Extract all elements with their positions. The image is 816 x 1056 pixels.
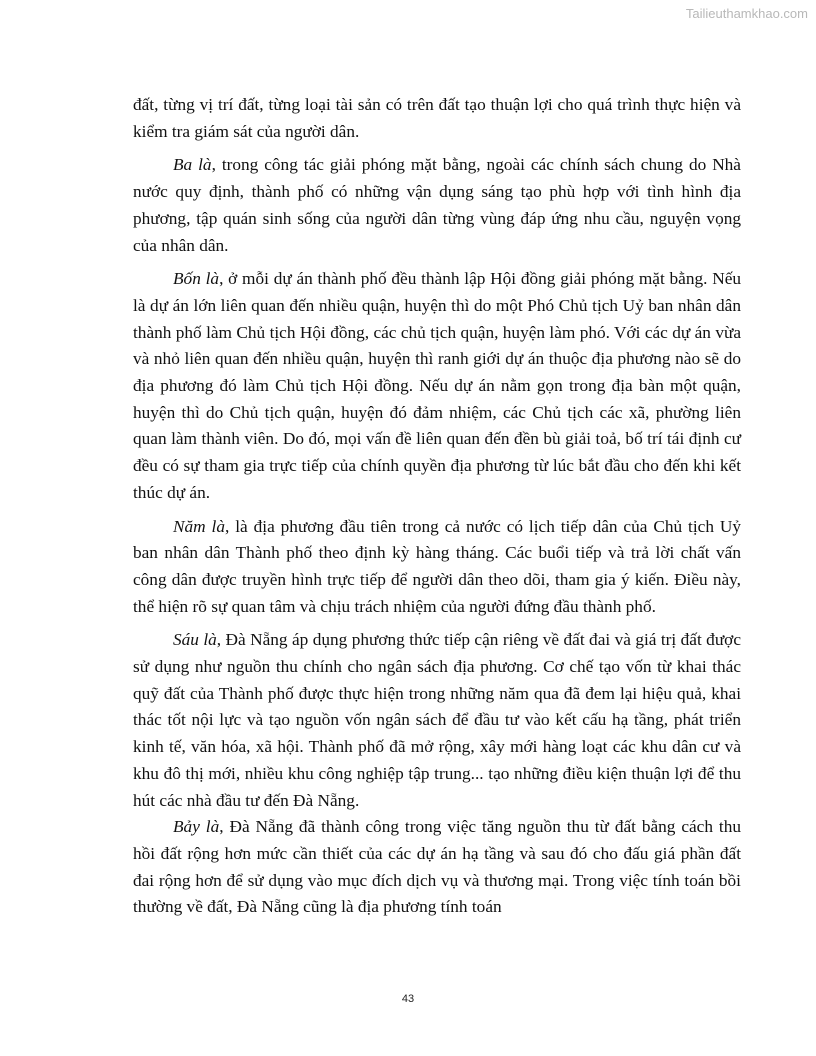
paragraph-text: , trong công tác giải phóng mặt bằng, ngoài các chính sách chung do Nhà nước quy định, thành phố có những vận dụng sáng tạo phù hợp với tình hình địa phương, tập quán sinh sống của người dân từng vùng đáp ứng nhu cầu, nguyện vọng của nhân dân. bbox=[133, 155, 741, 255]
document-body bbox=[133, 92, 741, 928]
paragraph-text: , Đà Nẵng áp dụng phương thức tiếp cận riêng về đất đai và giá trị đất được sử dụng như nguồn thu chính cho ngân sách địa phương. Cơ chế tạo vốn từ khai thác quỹ đất của Thành phố được thực hiện trong những năm qua đã đem lại hiệu quả, khai thác tốt nội lực và tạo nguồn vốn ngân sách để đầu tư vào kết cấu hạ tầng, phát triển kinh tế, văn hóa, xã hội. Thành phố đã mở rộng, xây mới hàng loạt các khu dân cư và khu đô thị mới, nhiều khu công nghiệp tập trung... tạo những điều kiện thuận lợi để thu hút các nhà đầu tư đến Đà Nẵng. bbox=[133, 630, 741, 810]
paragraph-sau-la bbox=[133, 627, 741, 814]
paragraph-text: , ở mỗi dự án thành phố đều thành lập Hội đồng giải phóng mặt bằng. Nếu là dự án lớn liên quan đến nhiều quận, huyện thì do một Phó Chủ tịch Uỷ ban nhân dân thành phố làm Chủ tịch Hội đồng, các chủ tịch quận, huyện làm phó. Với các dự án vừa và nhỏ liên quan đến nhiều quận, huyện thì ranh giới dự án thuộc địa phương nào sẽ do địa phương đó làm Chủ tịch Hội đồng. Nếu dự án nằm gọn trong địa bàn một quận, huyện thì do Chủ tịch quận, huyện đó đảm nhiệm, các Chủ tịch các xã, phường liên quan làm thành viên. Do đó, mọi vấn đề liên quan đến đền bù giải toả, bố trí tái định cư đều có sự tham gia trực tiếp của chính quyền địa phương từ lúc bắt đầu cho đến khi kết thúc dự án. bbox=[133, 269, 741, 502]
paragraph-lead: Bốn là bbox=[173, 269, 220, 289]
paragraph-lead: Sáu là bbox=[173, 630, 217, 650]
watermark-text: Tailieuthamkhao.com bbox=[685, 6, 808, 21]
paragraph-lead: Năm là bbox=[173, 516, 226, 536]
page-number: 43 bbox=[401, 993, 415, 1005]
paragraph-text: , là địa phương đầu tiên trong cả nước có lịch tiếp dân của Chủ tịch Uỷ ban nhân dân Thành phố theo định kỳ hàng tháng. Các buổi tiếp và trả lời chất vấn công dân được truyền hình trực tiếp để người dân theo dõi, tham gia ý kiến. Điều này, thể hiện rõ sự quan tâm và chịu trách nhiệm của người đứng đầu thành phố. bbox=[133, 516, 741, 616]
paragraph-bay-la bbox=[133, 814, 741, 921]
paragraph-text: đất, từng vị trí đất, từng loại tài sản có trên đất tạo thuận lợi cho quá trình thực hiện và kiểm tra giám sát của người dân. bbox=[133, 95, 741, 141]
paragraph-lead: Ba là bbox=[173, 155, 212, 175]
paragraph-text: , Đà Nẵng đã thành công trong việc tăng nguồn thu từ đất bằng cách thu hồi đất rộng hơn mức cần thiết của các dự án hạ tầng và sau đó cho đấu giá phần đất đai rộng hơn để sử dụng vào mục đích dịch vụ và thương mại. Trong việc tính toán bồi thường về đất, Đà Nẵng cũng là địa phương tính toán bbox=[133, 817, 741, 917]
paragraph-continuation bbox=[133, 92, 741, 145]
paragraph-bon-la bbox=[133, 266, 741, 506]
paragraph-nam-la bbox=[133, 514, 741, 621]
paragraph-lead: Bảy là bbox=[173, 817, 220, 837]
paragraph-ba-la bbox=[133, 152, 741, 259]
